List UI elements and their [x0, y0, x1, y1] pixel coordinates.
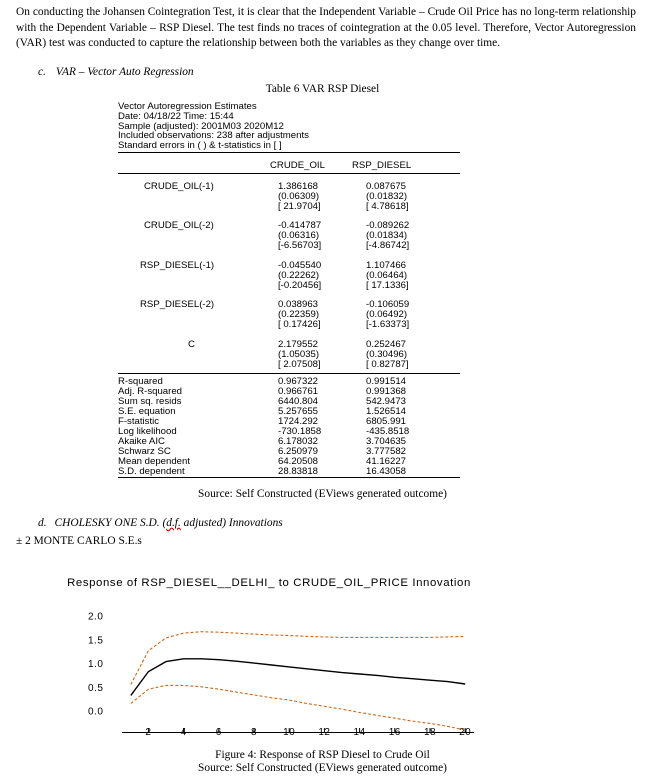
stat-label: F-statistic	[118, 416, 160, 427]
stat-value: -435.8518	[366, 426, 410, 437]
variable-name: C	[188, 339, 195, 350]
x-tick-label: 18	[423, 727, 437, 738]
stat-label: S.D. dependent	[118, 466, 185, 477]
intro-paragraph: On conducting the Johansen Cointegration Test, it is clear that the Independent Variable – Crude Oil Price has no long-term relationship with the Dependent Variable – RSP Diesel. The test finds no traces of cointegration at the 0.05 level. Therefore, Vector Autoregression (VAR) test was conducted to capture the relationship between both the variables as they change over time.	[16, 6, 636, 50]
section-d-title-start: CHOLESKY ONE S.D. (	[54, 517, 167, 529]
variable-name: CRUDE_OIL(-2)	[144, 220, 214, 231]
t-stat: [-1.63373]	[366, 319, 410, 330]
section-d-letter: d.	[38, 517, 47, 529]
table-rule	[118, 173, 460, 174]
eviews-header-line: Date: 04/18/22 Time: 15:44	[118, 110, 234, 122]
coef-value: -0.414787	[278, 220, 322, 231]
stat-value: 41.16227	[366, 456, 407, 467]
variable-name: RSP_DIESEL(-1)	[140, 260, 215, 271]
stat-label: R-squared	[118, 376, 163, 387]
t-stat: [ 2.07508]	[278, 359, 321, 370]
coef-value: -0.106059	[366, 299, 410, 310]
stat-label: Log likelihood	[118, 426, 177, 437]
eviews-header-line: Included observations: 238 after adjustments	[118, 130, 309, 142]
coef-value: 1.107466	[366, 260, 407, 271]
stat-value: 28.83818	[278, 466, 319, 477]
stat-value: 6.178032	[278, 436, 319, 447]
x-tick-label: 12	[318, 727, 331, 738]
response-line	[131, 659, 465, 696]
stat-value: 5.257655	[278, 406, 319, 417]
t-stat: [ 0.82787]	[366, 359, 409, 370]
figure-caption	[0, 749, 645, 775]
stat-value: 6.250979	[278, 446, 319, 457]
stat-value: 0.991368	[366, 386, 407, 397]
std-error: (0.30496)	[366, 349, 408, 360]
x-tick-label: 4	[180, 727, 187, 738]
t-stat: [-6.56703]	[278, 240, 322, 251]
stat-value: 0.966761	[278, 386, 319, 397]
stat-value: 1.526514	[366, 406, 407, 417]
table-rule	[118, 373, 460, 374]
std-error: (0.01834)	[366, 230, 408, 241]
stat-value: 0.967322	[278, 376, 319, 387]
eviews-header-line: Standard errors in ( ) & t-statistics in [ ]	[118, 140, 282, 152]
x-tick-label: 6	[215, 727, 222, 738]
stat-label: Schwarz SC	[118, 446, 171, 457]
std-error: (0.22359)	[278, 309, 320, 320]
y-axis	[88, 612, 103, 718]
stat-label: Akaike AIC	[118, 436, 165, 447]
coef-value: 1.386168	[278, 181, 319, 192]
std-error: (0.22262)	[278, 270, 320, 281]
stat-value: 16.43058	[366, 466, 407, 477]
std-error: (1.05035)	[278, 349, 320, 360]
section-d-heading	[38, 517, 283, 529]
y-tick-label: 1.0	[88, 659, 104, 671]
section-c-heading	[38, 66, 194, 78]
stat-label: Mean dependent	[118, 456, 191, 467]
stat-value: 3.704635	[366, 436, 407, 447]
col-header-crude-oil: CRUDE_OIL	[270, 160, 325, 171]
std-error: (0.06464)	[366, 270, 408, 281]
y-tick-label: 1.5	[88, 635, 104, 647]
stat-value: 0.991514	[366, 376, 407, 387]
stat-value: 6440.804	[278, 396, 319, 407]
section-d-title-end: adjusted) Innovations	[180, 517, 283, 529]
stat-label: Sum sq. resids	[118, 396, 182, 407]
eviews-output-table	[118, 101, 460, 477]
t-stat: [-0.20456]	[278, 280, 322, 291]
std-error: (0.06492)	[366, 309, 408, 320]
stat-label: Adj. R-squared	[118, 386, 182, 397]
table-source: Source: Self Constructed (EViews generated outcome)	[198, 488, 447, 500]
impulse-response-chart	[60, 570, 480, 742]
x-tick-label: 8	[250, 727, 258, 738]
t-stat: [-4.86742]	[366, 240, 410, 251]
std-error: (0.06309)	[278, 191, 320, 202]
stat-value: -730.1858	[278, 426, 322, 437]
eviews-header-line: Sample (adjusted): 2001M03 2020M12	[118, 120, 284, 132]
y-tick-label: 0.5	[88, 682, 104, 694]
coef-value: 2.179552	[278, 339, 319, 350]
coef-value: -0.089262	[366, 220, 410, 231]
stat-label: S.E. equation	[118, 406, 176, 417]
std-error: (0.06316)	[278, 230, 320, 241]
figure-caption-title: Figure 4: Response of RSP Diesel to Crude Oil	[215, 749, 430, 761]
stat-value: 3.777582	[366, 446, 407, 457]
coef-value: -0.045540	[278, 260, 322, 271]
coef-value: 0.087675	[366, 181, 407, 192]
confidence-band-line	[131, 685, 465, 730]
y-tick-label: 2.0	[88, 611, 104, 623]
variable-name: CRUDE_OIL(-1)	[144, 181, 214, 192]
t-stat: [ 17.1336]	[366, 280, 409, 291]
t-stat: [ 21.9704]	[278, 201, 321, 212]
section-c-title: VAR – Vector Auto Regression	[55, 66, 194, 78]
table-rule	[118, 477, 460, 478]
spellcheck-underlined-text: d.f.	[166, 517, 181, 529]
x-tick-label: 14	[353, 727, 366, 738]
x-tick-label: 2	[145, 727, 152, 738]
variable-name: RSP_DIESEL(-2)	[140, 299, 215, 310]
eviews-header-line: Vector Autoregression Estimates	[118, 101, 257, 112]
table-rule	[118, 152, 460, 153]
col-header-rsp-diesel: RSP_DIESEL	[352, 160, 412, 171]
table-title: Table 6 VAR RSP Diesel	[265, 83, 380, 95]
stat-value: 6805.991	[366, 416, 407, 427]
section-c-letter: c.	[38, 66, 46, 78]
coef-value: 0.252467	[366, 339, 407, 350]
confidence-band-line	[131, 632, 465, 685]
x-tick-label: 10	[283, 727, 296, 738]
coef-value: 0.038963	[278, 299, 319, 310]
stat-value: 1724.292	[278, 416, 319, 427]
figure-source: Source: Self Constructed (EViews generated outcome)	[198, 762, 447, 774]
stat-value: 542.9473	[366, 396, 407, 407]
std-error: (0.01832)	[366, 191, 408, 202]
t-stat: [ 4.78618]	[366, 201, 409, 212]
x-tick-label: 20	[459, 727, 472, 738]
series-layer	[131, 632, 465, 730]
chart-title: Response of RSP_DIESEL__DELHI_ to CRUDE_OIL_PRICE Innovation	[67, 577, 471, 589]
x-tick-label: 16	[388, 727, 401, 738]
stat-value: 64.20508	[278, 456, 319, 467]
t-stat: [ 0.17426]	[278, 319, 321, 330]
monte-carlo-note: ± 2 MONTE CARLO S.E.s	[16, 535, 142, 547]
y-tick-label: 0.0	[88, 706, 104, 718]
